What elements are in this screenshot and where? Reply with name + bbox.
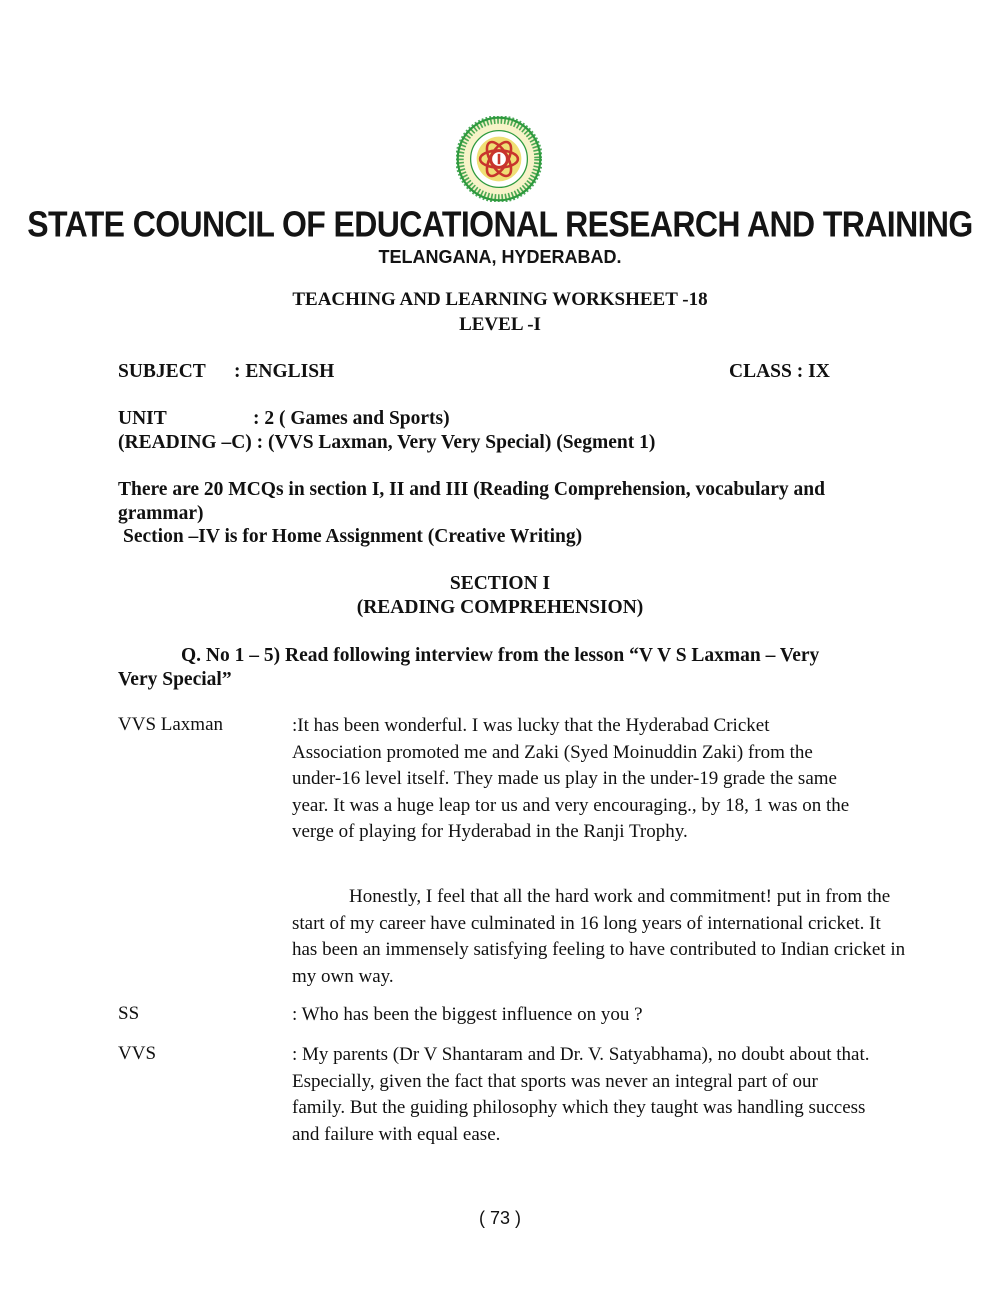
council-location: TELANGANA, HYDERABAD. — [378, 247, 622, 267]
question-line-1: Q. No 1 – 5) Read following interview from the lesson “V V S Laxman – Very — [181, 645, 820, 666]
instructions-line-3: Section –IV is for Home Assignment (Creative Writing) — [123, 526, 583, 547]
question-paragraph: : Who has been the biggest influence on you ? — [292, 1004, 643, 1025]
subject-value: : ENGLISH — [234, 361, 335, 382]
worksheet-level: LEVEL -I — [459, 314, 541, 335]
page-number: ( 73 ) — [478, 1208, 521, 1228]
question-line-2: Very Special” — [118, 669, 232, 690]
answer-paragraph: : My parents (Dr V Shantaram and Dr. V. Satyabhama), no doubt about that. Especially, given the fact that sports was never an integral part of our family. But the guiding philosophy which they taught was handling success and failure with equal ease. — [292, 1044, 870, 1145]
worksheet-title: TEACHING AND LEARNING WORKSHEET -18 — [292, 289, 708, 310]
answer-paragraph: Honestly, I feel that all the hard work and commitment! put in from the start of my career have culminated in 16 long years of international cricket. It has been an immensely satisfying feeling to have contributed to Indian cricket in my own way. — [292, 886, 906, 987]
section-subtitle: (READING COMPREHENSION) — [356, 597, 644, 618]
reading-line: (READING –C) : (VVS Laxman, Very Very Special) (Segment 1) — [118, 432, 656, 453]
speaker-vvs-laxman: VVS Laxman — [118, 714, 224, 735]
speaker-ss: SS — [118, 1003, 140, 1024]
instructions-line-2: grammar) — [118, 503, 204, 524]
scert-seal-icon — [456, 116, 542, 202]
speaker-vvs: VVS — [118, 1043, 157, 1064]
unit-label: UNIT — [118, 408, 167, 429]
class-label: CLASS : IX — [729, 361, 830, 382]
council-name: STATE COUNCIL OF EDUCATIONAL RESEARCH AND TRAINING — [27, 204, 973, 245]
subject-label: SUBJECT — [118, 361, 206, 382]
instructions-line-1: There are 20 MCQs in section I, II and III (Reading Comprehension, vocabulary and — [118, 479, 825, 500]
unit-value: : 2 ( Games and Sports) — [253, 408, 450, 429]
answer-paragraph: :It has been wonderful. I was lucky that the Hyderabad Cricket Association promoted me and Zaki (Syed Moinuddin Zaki) from the under-16 level itself. They made us play in the under-19 grade the same year. It was a huge leap tor us and very encouraging., by 18, 1 was on the verge of playing for Hyderabad in the Ranji Trophy. — [292, 715, 850, 842]
section-title: SECTION I — [449, 573, 551, 594]
